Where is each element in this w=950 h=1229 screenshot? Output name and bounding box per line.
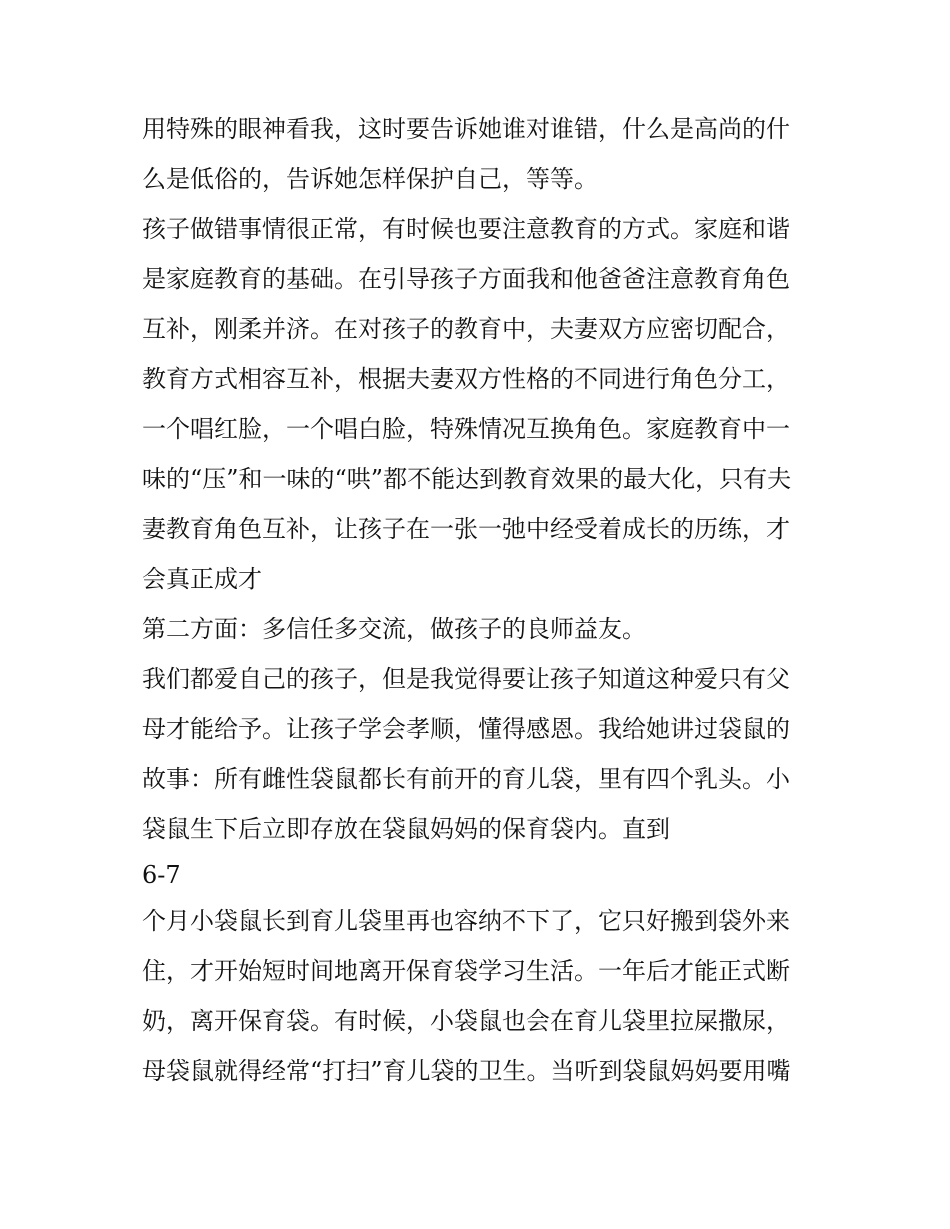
text-line: 教育方式相容互补，根据夫妻双方性格的不同进行角色分工， [142, 365, 790, 393]
text-line: 故事：所有雌性袋鼠都长有前开的育儿袋，里有四个乳头。小 [142, 765, 790, 793]
text-line: 会真正成才 [142, 565, 262, 593]
text-line: 住，才开始短时间地离开保育袋学习生活。一年后才能正式断 [142, 957, 790, 985]
text-line: 味的“压”和一味的“哄”都不能达到教育效果的最大化，只有夫 [142, 465, 792, 493]
text-line: 么是低俗的，告诉她怎样保护自己，等等。 [142, 165, 598, 193]
text-line: 妻教育角色互补，让孩子在一张一弛中经受着成长的历练，才 [142, 515, 790, 543]
text-line: 母才能给予。让孩子学会孝顺，懂得感恩。我给她讲过袋鼠的 [142, 715, 790, 743]
text-line: 是家庭教育的基础。在引导孩子方面我和他爸爸注意教育角色 [142, 265, 790, 293]
text-line: 孩子做错事情很正常，有时候也要注意教育的方式。家庭和谐 [142, 215, 790, 243]
text-line: 我们都爱自己的孩子，但是我觉得要让孩子知道这种爱只有父 [142, 665, 790, 693]
text-line: 个月小袋鼠长到育儿袋里再也容纳不下了，它只好搬到袋外来 [142, 907, 790, 935]
section-heading: 第二方面：多信任多交流，做孩子的良师益友。 [142, 615, 646, 643]
text-line: 一个唱红脸，一个唱白脸，特殊情况互换角色。家庭教育中一 [142, 415, 790, 443]
number-line: 6-7 [142, 861, 181, 889]
text-line: 母袋鼠就得经常“打扫”育儿袋的卫生。当听到袋鼠妈妈要用嘴 [142, 1057, 791, 1085]
text-line: 袋鼠生下后立即存放在袋鼠妈妈的保育袋内。直到 [142, 815, 670, 843]
text-line: 奶，离开保育袋。有时候，小袋鼠也会在育儿袋里拉屎撒尿， [142, 1007, 790, 1035]
text-line: 用特殊的眼神看我，这时要告诉她谁对谁错，什么是高尚的什 [142, 115, 790, 143]
body-text [142, 104, 822, 1096]
text-line: 互补，刚柔并济。在对孩子的教育中，夫妻双方应密切配合， [142, 315, 790, 343]
